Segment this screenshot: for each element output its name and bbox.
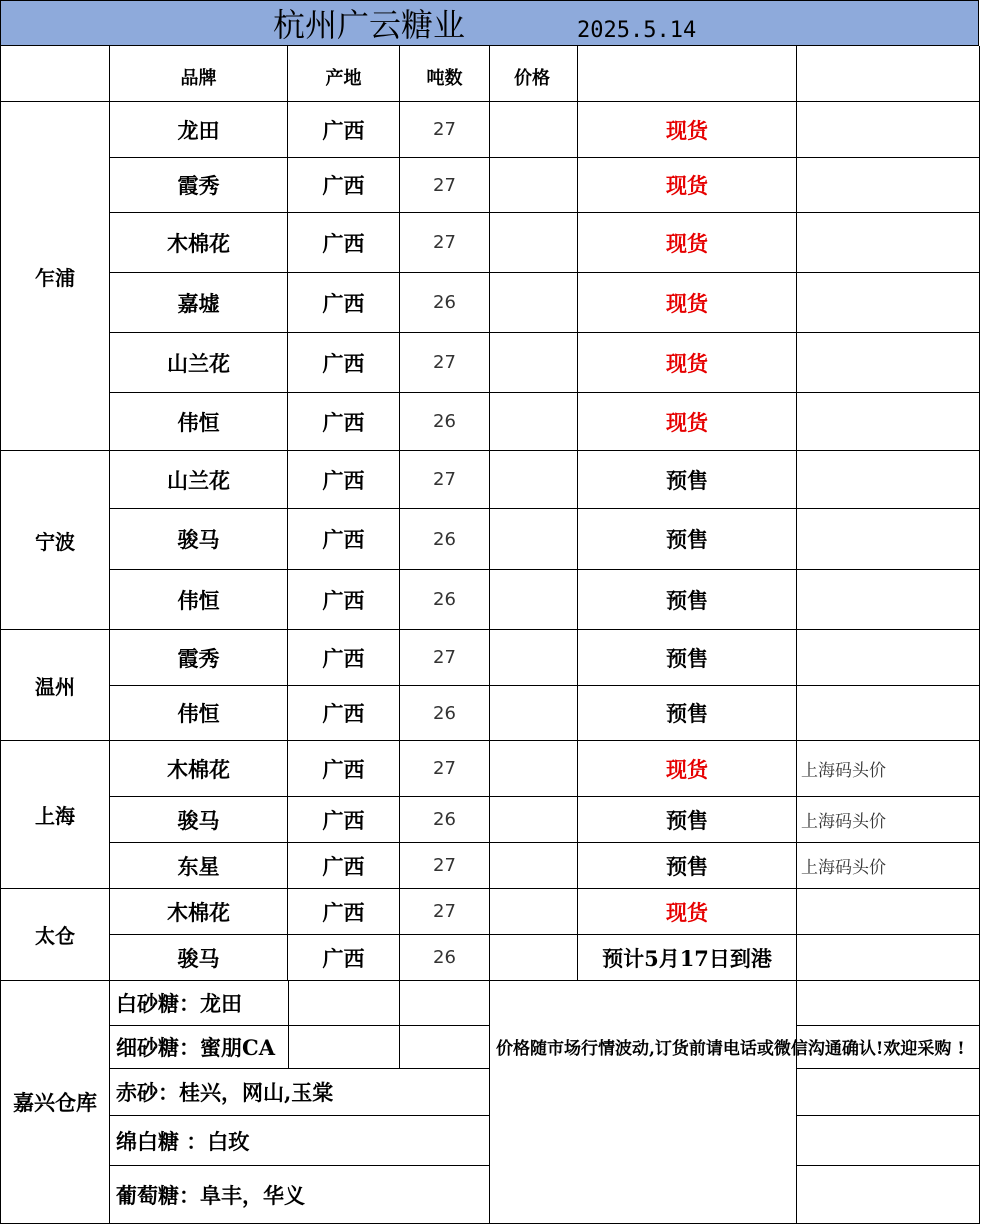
tons-cell: 27	[400, 630, 490, 686]
brand-cell: 山兰花	[110, 451, 288, 509]
origin-cell: 广西	[288, 333, 400, 393]
status-cell: 预计5月17日到港	[578, 935, 797, 981]
status-cell: 预售	[578, 509, 797, 570]
price-cell	[490, 570, 578, 630]
note-cell: 上海码头价	[797, 797, 980, 843]
brand-cell: 伟恒	[110, 570, 288, 630]
price-cell	[490, 451, 578, 509]
price-cell	[490, 741, 578, 797]
origin-cell: 广西	[288, 843, 400, 889]
note-cell	[797, 889, 980, 935]
city-0: 乍浦	[0, 102, 110, 451]
status-cell: 现货	[578, 741, 797, 797]
status-cell: 预售	[578, 797, 797, 843]
brand-cell: 山兰花	[110, 333, 288, 393]
warehouse-notice	[490, 981, 965, 1224]
warehouse-item: 赤砂：桂兴，网山,玉棠	[110, 1069, 490, 1116]
company-title: 杭州广云糖业	[273, 6, 466, 44]
warehouse-note-blank	[797, 1116, 980, 1166]
origin-cell: 广西	[288, 102, 400, 158]
origin-cell: 广西	[288, 451, 400, 509]
tons-cell: 26	[400, 935, 490, 981]
brand-cell: 东星	[110, 843, 288, 889]
brand-cell: 骏马	[110, 797, 288, 843]
warehouse-item: 葡萄糖：阜丰，华义	[110, 1166, 490, 1224]
status-cell: 现货	[578, 889, 797, 935]
note-cell: 上海码头价	[797, 741, 980, 797]
status-cell: 现货	[578, 158, 797, 213]
warehouse-item: 白砂糖：龙田	[110, 981, 400, 1026]
price-cell	[490, 935, 578, 981]
header-blank	[0, 46, 110, 102]
header-origin: 产地	[288, 46, 400, 102]
title-bar	[0, 0, 979, 46]
city-4: 太仓	[0, 889, 110, 981]
price-cell	[490, 630, 578, 686]
header-brand: 品牌	[110, 46, 288, 102]
warehouse-blank	[400, 1026, 490, 1069]
price-cell	[490, 273, 578, 333]
status-cell: 预售	[578, 686, 797, 741]
header-status	[578, 46, 797, 102]
warehouse-blank	[288, 1026, 400, 1069]
tons-cell: 26	[400, 797, 490, 843]
warehouse-note-blank	[797, 1069, 980, 1116]
tons-cell: 27	[400, 102, 490, 158]
price-cell	[490, 509, 578, 570]
note-cell	[797, 333, 980, 393]
note-cell	[797, 630, 980, 686]
notice-line: 欢迎采购 !	[883, 1039, 965, 1059]
price-cell	[490, 797, 578, 843]
city-1: 宁波	[0, 451, 110, 630]
city-2: 温州	[0, 630, 110, 741]
status-cell: 现货	[578, 393, 797, 451]
tons-cell: 27	[400, 889, 490, 935]
warehouse-blank	[288, 981, 400, 1026]
origin-cell: 广西	[288, 889, 400, 935]
brand-cell: 伟恒	[110, 686, 288, 741]
header-tons: 吨数	[400, 46, 490, 102]
brand-cell: 木棉花	[110, 741, 288, 797]
origin-cell: 广西	[288, 158, 400, 213]
tons-cell: 26	[400, 509, 490, 570]
brand-cell: 木棉花	[110, 889, 288, 935]
origin-cell: 广西	[288, 273, 400, 333]
note-cell	[797, 570, 980, 630]
tons-cell: 27	[400, 843, 490, 889]
notice-line: 价格随市场行情波动,	[496, 1039, 655, 1059]
status-cell: 现货	[578, 102, 797, 158]
tons-cell: 27	[400, 158, 490, 213]
origin-cell: 广西	[288, 213, 400, 273]
tons-cell: 27	[400, 213, 490, 273]
price-cell	[490, 333, 578, 393]
origin-cell: 广西	[288, 935, 400, 981]
price-cell	[490, 843, 578, 889]
notice-line: 订货前请电话或微信沟通确认!	[654, 1039, 884, 1059]
status-cell: 预售	[578, 843, 797, 889]
status-cell: 预售	[578, 630, 797, 686]
brand-cell: 嘉墟	[110, 273, 288, 333]
warehouse-item: 绵白糖 ：白玫	[110, 1116, 490, 1166]
origin-cell: 广西	[288, 630, 400, 686]
note-cell	[797, 509, 980, 570]
date-label: 2025.5.14	[577, 18, 697, 43]
price-cell	[490, 158, 578, 213]
brand-cell: 骏马	[110, 935, 288, 981]
status-cell: 现货	[578, 273, 797, 333]
brand-cell: 龙田	[110, 102, 288, 158]
warehouse-note-blank	[797, 1166, 980, 1224]
tons-cell: 26	[400, 570, 490, 630]
note-cell	[797, 102, 980, 158]
origin-cell: 广西	[288, 741, 400, 797]
warehouse-item: 细砂糖：蜜朋CA	[110, 1026, 400, 1069]
price-cell	[490, 102, 578, 158]
header-price: 价格	[490, 46, 578, 102]
note-cell	[797, 451, 980, 509]
warehouse-blank	[400, 981, 490, 1026]
origin-cell: 广西	[288, 686, 400, 741]
tons-cell: 27	[400, 333, 490, 393]
brand-cell: 木棉花	[110, 213, 288, 273]
origin-cell: 广西	[288, 797, 400, 843]
note-cell: 上海码头价	[797, 843, 980, 889]
warehouse-note-blank	[797, 981, 980, 1026]
tons-cell: 26	[400, 273, 490, 333]
price-cell	[490, 393, 578, 451]
note-cell	[797, 935, 980, 981]
tons-cell: 27	[400, 741, 490, 797]
header-note	[797, 46, 980, 102]
price-cell	[490, 213, 578, 273]
price-cell	[490, 686, 578, 741]
price-cell	[490, 889, 578, 935]
note-cell	[797, 213, 980, 273]
note-cell	[797, 158, 980, 213]
tons-cell: 27	[400, 451, 490, 509]
status-cell: 预售	[578, 570, 797, 630]
origin-cell: 广西	[288, 570, 400, 630]
brand-cell: 霞秀	[110, 630, 288, 686]
city-3: 上海	[0, 741, 110, 889]
tons-cell: 26	[400, 393, 490, 451]
origin-cell: 广西	[288, 393, 400, 451]
status-cell: 现货	[578, 333, 797, 393]
origin-cell: 广西	[288, 509, 400, 570]
status-cell: 预售	[578, 451, 797, 509]
note-cell	[797, 393, 980, 451]
brand-cell: 骏马	[110, 509, 288, 570]
note-cell	[797, 273, 980, 333]
tons-cell: 26	[400, 686, 490, 741]
warehouse-note-blank	[797, 1026, 980, 1069]
brand-cell: 霞秀	[110, 158, 288, 213]
status-cell: 现货	[578, 213, 797, 273]
note-cell	[797, 686, 980, 741]
brand-cell: 伟恒	[110, 393, 288, 451]
warehouse-name: 嘉兴仓库	[0, 981, 110, 1224]
